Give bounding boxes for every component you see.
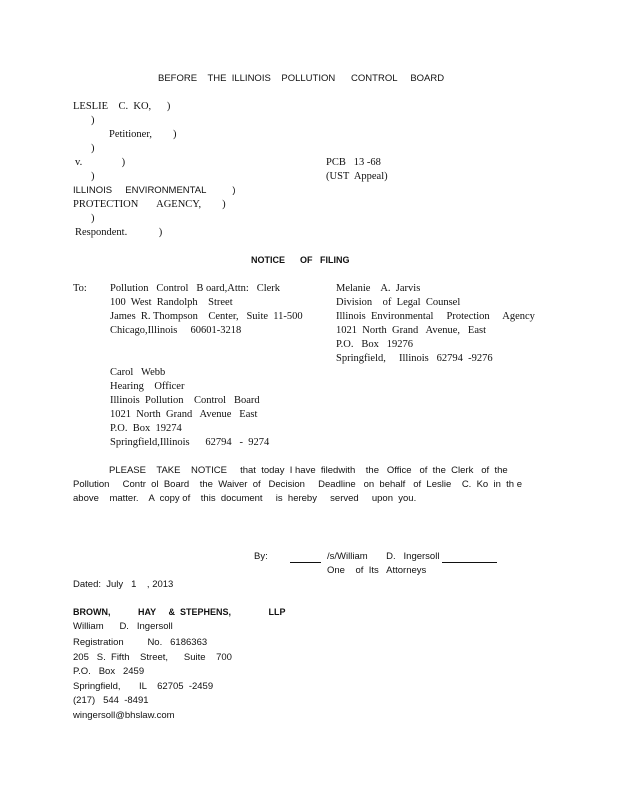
address-line: Springfield, Illinois 62794 -9276 xyxy=(336,353,493,364)
firm-line: 205 S. Fifth Street, Suite 700 xyxy=(73,652,232,663)
address-line: Springfield,Illinois 62794 - 9274 xyxy=(110,437,270,448)
caption-line: LESLIE C. KO, ) xyxy=(73,101,171,112)
address-line: 1021 North Grand Avenue, East xyxy=(336,325,486,336)
firm-name: BROWN, HAY & STEPHENS, LLP xyxy=(73,607,286,617)
firm-line: Registration No. 6186363 xyxy=(73,637,208,648)
address-line: Illinois Environmental Protection Agency xyxy=(336,311,535,322)
notice-title: NOTICE OF FILING xyxy=(251,255,350,265)
body-line: Pollution Contr ol Board the Waiver of Decision Deadline on behalf of Leslie C. Ko in th e xyxy=(73,479,523,490)
signer-role: One of Its Attorneys xyxy=(327,565,427,576)
dated-line: Dated: July 1 , 2013 xyxy=(73,579,174,590)
address-line: 1021 North Grand Avenue East xyxy=(110,409,258,420)
caption-line: Respondent. ) xyxy=(75,227,163,238)
firm-line: William D. Ingersoll xyxy=(73,621,173,632)
signed-name: /s/William D. Ingersoll xyxy=(327,551,440,562)
signature-line-right xyxy=(442,552,497,563)
caption-line: PROTECTION AGENCY, ) xyxy=(73,199,226,210)
address-line: Pollution Control B oard,Attn: Clerk xyxy=(110,283,281,294)
firm-line: Springfield, IL 62705 -2459 xyxy=(73,681,214,692)
caption-line: v. ) xyxy=(75,157,126,168)
by-label: By: xyxy=(254,551,268,562)
address-line: 100 West Randolph Street xyxy=(110,297,233,308)
caption-line: ) xyxy=(91,171,95,182)
firm-line: (217) 544 -8491 xyxy=(73,695,149,706)
court-title: BEFORE THE ILLINOIS POLLUTION CONTROL BOARD xyxy=(158,73,445,84)
case-type: (UST Appeal) xyxy=(326,171,388,182)
body-line: PLEASE TAKE NOTICE that today I have filedwith the Office of the Clerk of the xyxy=(109,465,508,476)
to-label: To: xyxy=(73,283,87,294)
signature-line-left xyxy=(290,552,321,563)
address-line: Hearing Officer xyxy=(110,381,185,392)
address-line: P.O. Box 19274 xyxy=(110,423,182,434)
address-line: Division of Legal Counsel xyxy=(336,297,461,308)
address-line: Carol Webb xyxy=(110,367,166,378)
address-line: P.O. Box 19276 xyxy=(336,339,414,350)
address-line: James R. Thompson Center, Suite 11-500 xyxy=(110,311,303,322)
address-line: Illinois Pollution Control Board xyxy=(110,395,260,406)
caption-line: ) xyxy=(91,115,95,126)
body-line: above matter. A copy of this document is hereby served upon you. xyxy=(73,493,417,504)
address-line: Melanie A. Jarvis xyxy=(336,283,421,294)
caption-line: Petitioner, ) xyxy=(109,129,177,140)
firm-line: P.O. Box 2459 xyxy=(73,666,145,677)
address-line: Chicago,Illinois 60601-3218 xyxy=(110,325,242,336)
caption-line: ) xyxy=(91,143,95,154)
caption-line: ) xyxy=(91,213,95,224)
email-link[interactable]: wingersoll@bhslaw.com xyxy=(73,710,175,721)
caption-line: ILLINOIS ENVIRONMENTAL ) xyxy=(73,185,236,196)
case-number: PCB 13 -68 xyxy=(326,157,381,168)
